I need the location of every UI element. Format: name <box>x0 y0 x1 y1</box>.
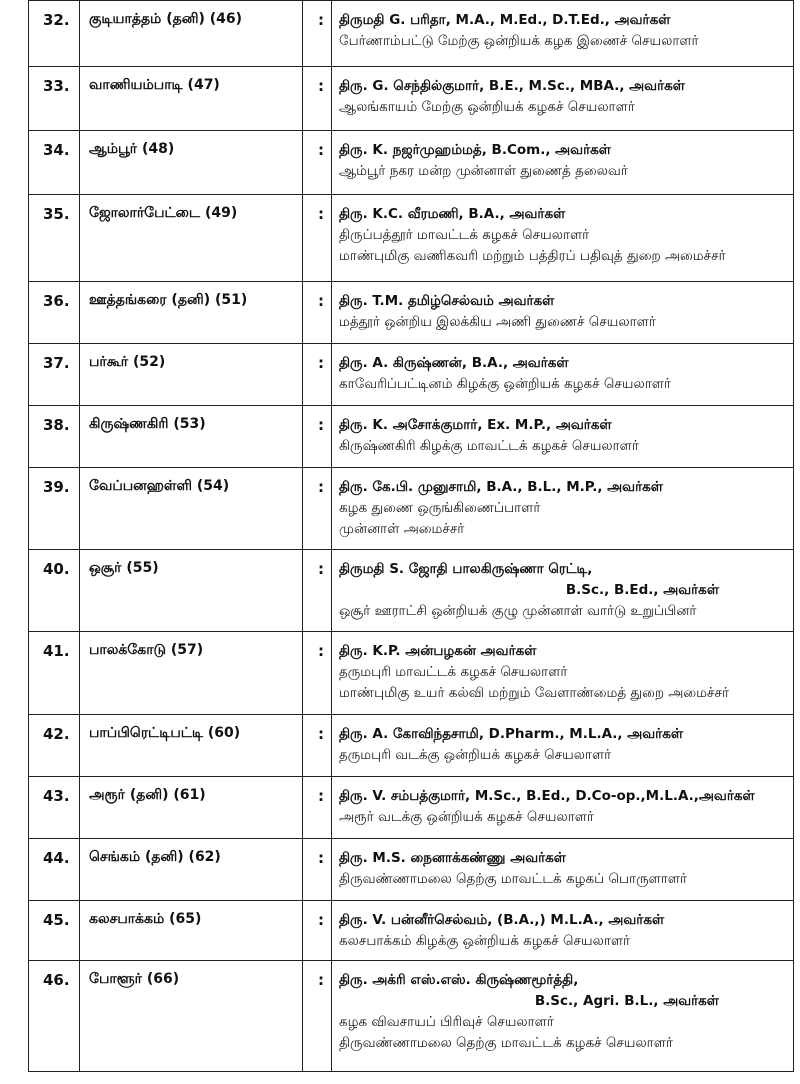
serial-number: 32. <box>43 11 70 29</box>
serial-number: 43. <box>43 787 70 805</box>
constituency-name: ஊத்தங்கரை (தனி) (51) <box>89 292 248 308</box>
candidate-role: மாண்புமிகு வணிகவரி மற்றும் பத்திரப் பதிவுத் துறை அமைச்சர் <box>339 248 726 264</box>
candidate-role: மத்தூர் ஒன்றிய இலக்கிய அணி துணைச் செயலாளர் <box>339 314 656 330</box>
constituency-name: செங்கம் (தனி) (62) <box>89 849 221 865</box>
candidate-details <box>339 10 789 52</box>
candidate-name: திரு. V. சம்பத்குமார், M.Sc., B.Ed., D.Co-op.,M.L.A.,அவர்கள் <box>339 788 755 804</box>
table-row <box>29 549 793 631</box>
candidate-details <box>339 970 789 1054</box>
constituency-name: ஜோலார்பேட்டை (49) <box>89 205 238 221</box>
table-row <box>29 343 793 405</box>
candidate-role: தருமபுரி மாவட்டக் கழகச் செயலாளர் <box>339 664 568 680</box>
separator-colon: : <box>318 77 324 95</box>
table-row <box>29 960 793 1072</box>
candidate-details <box>339 559 789 622</box>
candidate-role: அரூர் வடக்கு ஒன்றியக் கழகச் செயலாளர் <box>339 809 594 825</box>
serial-number: 34. <box>43 141 70 159</box>
constituency-name: பாலக்கோடு (57) <box>89 642 204 658</box>
candidate-details <box>339 910 789 952</box>
candidate-role: மாண்புமிகு உயர் கல்வி மற்றும் வேளாண்மைத் துறை அமைச்சர் <box>339 685 730 701</box>
candidate-name: திரு. K. நஜர்முஹம்மத், B.Com., அவர்கள் <box>339 142 611 158</box>
candidate-role: முன்னாள் அமைச்சர் <box>339 521 465 537</box>
candidate-role: காவேரிப்பட்டினம் கிழக்கு ஒன்றியக் கழகச் செயலாளர் <box>339 376 671 392</box>
candidate-details <box>339 415 789 457</box>
serial-number: 35. <box>43 205 70 223</box>
candidate-name: திருமதி S. ஜோதி பாலகிருஷ்ணா ரெட்டி, <box>339 561 593 577</box>
constituency-name: கலசபாக்கம் (65) <box>89 911 202 927</box>
separator-colon: : <box>318 642 324 660</box>
candidate-name: திரு. V. பன்னீர்செல்வம், (B.A.,) M.L.A., அவர்கள் <box>339 912 665 928</box>
candidate-role: பேர்ணாம்பட்டு மேற்கு ஒன்றியக் கழக இணைச் செயலாளர் <box>339 33 699 49</box>
separator-colon: : <box>318 416 324 434</box>
candidate-table <box>28 0 794 1072</box>
separator-colon: : <box>318 849 324 867</box>
constituency-name: ஆம்பூர் (48) <box>89 141 175 157</box>
separator-colon: : <box>318 354 324 372</box>
serial-number: 36. <box>43 292 70 310</box>
candidate-name: திருமதி G. பரிதா, M.A., M.Ed., D.T.Ed., அவர்கள் <box>339 12 671 28</box>
candidate-details <box>339 724 789 766</box>
candidate-qualifications: B.Sc., Agri. B.L., அவர்கள் <box>534 993 719 1009</box>
candidate-name: திரு. A. கோவிந்தசாமி, D.Pharm., M.L.A., அவர்கள் <box>339 726 684 742</box>
serial-number: 44. <box>43 849 70 867</box>
candidate-name: திரு. A. கிருஷ்ணன், B.A., அவர்கள் <box>339 355 569 371</box>
constituency-name: வேப்பனஹள்ளி (54) <box>89 478 230 494</box>
separator-colon: : <box>318 205 324 223</box>
candidate-details <box>339 848 789 890</box>
table-row <box>29 194 793 281</box>
candidate-name: திரு. அக்ரி எஸ்.எஸ். கிருஷ்ணமூர்த்தி, <box>339 972 579 988</box>
candidate-details <box>339 204 789 267</box>
table-row <box>29 130 793 194</box>
serial-number: 33. <box>43 77 70 95</box>
table-row <box>29 776 793 838</box>
table-row <box>29 838 793 900</box>
candidate-details <box>339 477 789 540</box>
separator-colon: : <box>318 971 324 989</box>
candidate-role: கழக விவசாயப் பிரிவுச் செயலாளர் <box>339 1014 554 1030</box>
table-row <box>29 900 793 960</box>
constituency-name: அரூர் (தனி) (61) <box>89 787 206 803</box>
constituency-name: போளூர் (66) <box>89 971 180 987</box>
candidate-details <box>339 140 789 182</box>
candidate-role: ஆம்பூர் நகர மன்ற முன்னாள் துணைத் தலைவர் <box>339 163 628 179</box>
candidate-details <box>339 76 789 118</box>
candidate-role: கிருஷ்ணகிரி கிழக்கு மாவட்டக் கழகச் செயலாளர் <box>339 438 639 454</box>
candidate-role: கலசபாக்கம் கிழக்கு ஒன்றியக் கழகச் செயலாளர் <box>339 933 631 949</box>
separator-colon: : <box>318 560 324 578</box>
serial-number: 46. <box>43 971 70 989</box>
separator-colon: : <box>318 787 324 805</box>
candidate-role: கழக துணை ஒருங்கிணைப்பாளர் <box>339 500 541 516</box>
table-row <box>29 714 793 776</box>
serial-number: 38. <box>43 416 70 434</box>
candidate-details <box>339 291 789 333</box>
table-row <box>29 405 793 467</box>
candidate-role: திருப்பத்தூர் மாவட்டக் கழகச் செயலாளர் <box>339 227 590 243</box>
candidate-role: திருவண்ணாமலை தெற்கு மாவட்டக் கழகச் செயலாளர் <box>339 1035 673 1051</box>
candidate-name: திரு. G. செந்தில்குமார், B.E., M.Sc., MBA., அவர்கள் <box>339 78 685 94</box>
constituency-name: ஒசூர் (55) <box>89 560 159 576</box>
separator-colon: : <box>318 141 324 159</box>
candidate-details <box>339 641 789 704</box>
separator-colon: : <box>318 11 324 29</box>
candidate-role: தருமபுரி வடக்கு ஒன்றியக் கழகச் செயலாளர் <box>339 747 612 763</box>
separator-colon: : <box>318 725 324 743</box>
table-row <box>29 0 793 66</box>
serial-number: 40. <box>43 560 70 578</box>
candidate-details <box>339 353 789 395</box>
serial-number: 42. <box>43 725 70 743</box>
table-row <box>29 66 793 130</box>
separator-colon: : <box>318 292 324 310</box>
constituency-name: கிருஷ்ணகிரி (53) <box>89 416 206 432</box>
candidate-name: திரு. K. அசோக்குமார், Ex. M.P., அவர்கள் <box>339 417 612 433</box>
candidate-name: திரு. T.M. தமிழ்செல்வம் அவர்கள் <box>339 293 555 309</box>
separator-colon: : <box>318 478 324 496</box>
table-row <box>29 467 793 549</box>
table-row <box>29 281 793 343</box>
constituency-name: பாப்பிரெட்டிபட்டி (60) <box>89 725 241 741</box>
candidate-details <box>339 786 789 828</box>
constituency-name: குடியாத்தம் (தனி) (46) <box>89 11 243 27</box>
serial-number: 39. <box>43 478 70 496</box>
separator-colon: : <box>318 911 324 929</box>
candidate-qualifications: B.Sc., B.Ed., அவர்கள் <box>565 582 719 598</box>
table-row <box>29 631 793 714</box>
candidate-name: திரு. K.P. அன்பழகன் அவர்கள் <box>339 643 537 659</box>
candidate-role: ஒசூர் ஊராட்சி ஒன்றியக் குழு முன்னாள் வார்டு உறுப்பினர் <box>339 603 697 619</box>
candidate-role: திருவண்ணாமலை தெற்கு மாவட்டக் கழகப் பொருளாளர் <box>339 871 688 887</box>
candidate-role: ஆலங்காயம் மேற்கு ஒன்றியக் கழகச் செயலாளர் <box>339 99 635 115</box>
constituency-name: வாணியம்பாடி (47) <box>89 77 220 93</box>
constituency-name: பர்கூர் (52) <box>89 354 166 370</box>
serial-number: 45. <box>43 911 70 929</box>
serial-number: 41. <box>43 642 70 660</box>
candidate-name: திரு. M.S. நைனாக்கண்ணு அவர்கள் <box>339 850 566 866</box>
serial-number: 37. <box>43 354 70 372</box>
candidate-name: திரு. K.C. வீரமணி, B.A., அவர்கள் <box>339 206 566 222</box>
candidate-name: திரு. கே.பி. முனுசாமி, B.A., B.L., M.P., அவர்கள் <box>339 479 663 495</box>
